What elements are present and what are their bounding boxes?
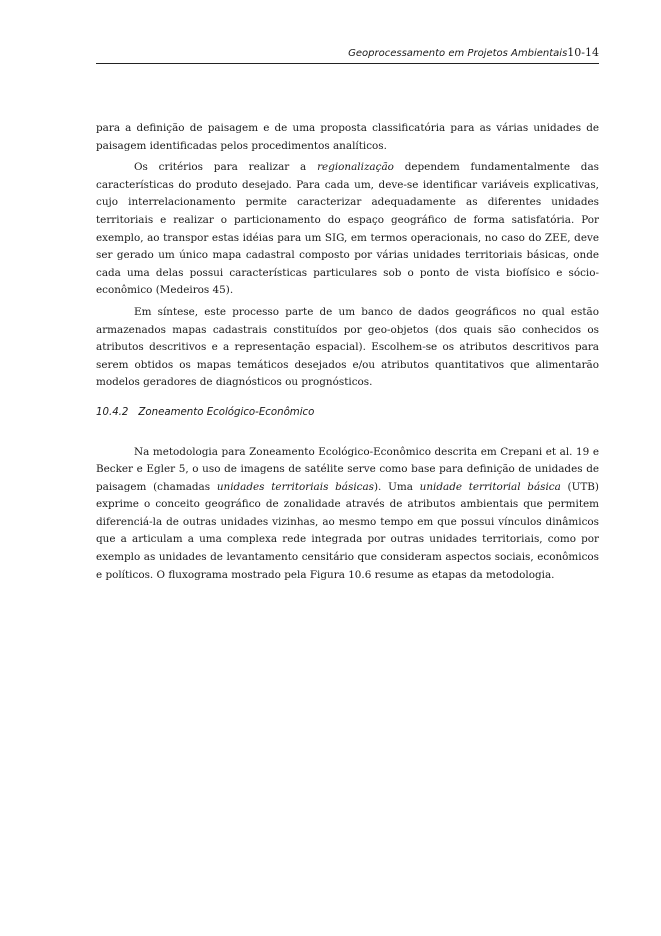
paragraph-4 (96, 444, 599, 585)
paragraph-1: para a definição de paisagem e de uma proposta classificatória para as várias unidades de paisagem identificadas pelos procedimentos analíticos. (96, 122, 599, 152)
section-number: 10.4.2 (96, 406, 129, 418)
paragraph-2-part-b: dependem fundamentalmente das características do produto desejado. Para cada um, deve-se identificar variáveis explicativas, cujo interrelacionamento permite caracterizar adequadamente as diferentes unidades territoriais e realizar o particionamento do espaço geográfico de forma satisfatória. Por exemplo, ao transpor estas idéias para um SIG, em termos operacionais, no caso do ZEE, deve ser gerado um único mapa cadastral composto por várias unidades territoriais básicas, onde cada uma delas possui características particulares sob o ponto de vista biofísico e sócio-econômico (Medeiros 45). (96, 161, 599, 297)
running-title: Geoprocessamento em Projetos Ambientais (348, 48, 568, 59)
paragraph-4-part-c: (UTB) exprime o conceito geográfico de zonalidade através de atributos ambientais que permitem diferenciá-la de outras unidades vizinhas, ao mesmo tempo em que possui vínculos dinâmicos que a articulam a uma complexa rede integrada por outras unidades territoriais, como por exemplo as unidades de levantamento censitário que consideram aspectos sociais, econômicos e políticos. O fluxograma mostrado pela Figura 10.6 resume as etapas da metodologia. (96, 480, 599, 581)
section-title: Zoneamento Ecológico-Econômico (138, 406, 315, 418)
paragraph-2-emphasis: regionalização (317, 161, 394, 174)
paragraph-4-emphasis-1: unidades territoriais básicas (216, 480, 374, 493)
paragraph-3: Em síntese, este processo parte de um banco de dados geográficos no qual estão armazenados mapas cadastrais constituídos por geo-objetos (dos quais são conhecidos os atributos descritivos e a representação espacial). Escolhem-se os atributos descritivos para serem obtidos os mapas temáticos desejados e/ou atributos quantitativos que alimentarão modelos geradores de diagnósticos ou prognósticos. (96, 305, 599, 389)
body-text (96, 120, 599, 588)
paragraph-2 (96, 159, 599, 300)
paragraph-4-part-a: Na metodologia para Zoneamento Ecológico-Econômico descrita em Crepani et al. 19 e Becker e Egler 5, o uso de imagens de satélite serve como base para definição de unidades de paisagem (chamadas (96, 445, 599, 493)
page-number: 10-14 (567, 46, 599, 59)
section-heading (96, 404, 599, 422)
paragraph-2-part-a: Os critérios para realizar a (134, 161, 318, 174)
paragraph-4-part-b: ). Uma (374, 480, 420, 493)
running-header (96, 46, 599, 64)
paragraph-4-emphasis-2: unidade territorial básica (419, 480, 561, 493)
